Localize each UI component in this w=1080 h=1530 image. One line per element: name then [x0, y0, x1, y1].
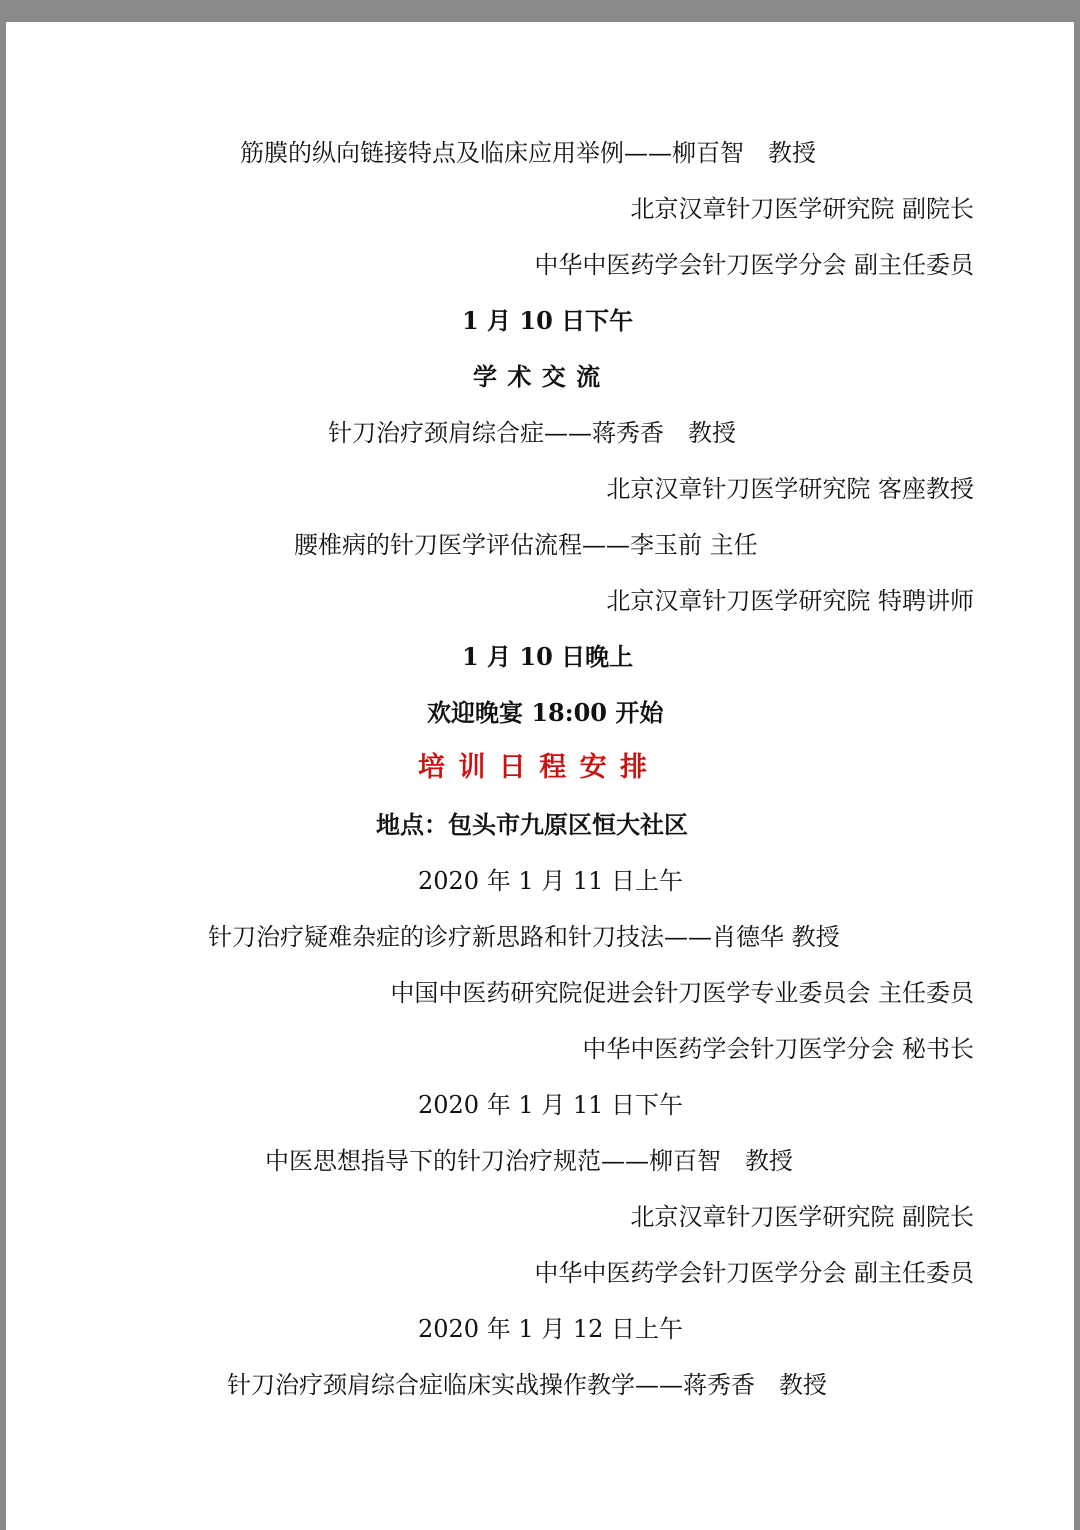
lecture-title: 针刀治疗颈肩综合症——蒋秀香 教授	[328, 419, 736, 447]
session-date: 2020 年 1 月 12 日上午	[418, 1315, 684, 1343]
speaker-affiliation: 北京汉章针刀医学研究院 特聘讲师	[606, 587, 974, 615]
event-note: 欢迎晚宴 18:00 开始	[427, 698, 664, 727]
lecture-title: 针刀治疗疑难杂症的诊疗新思路和针刀技法——肖德华 教授	[208, 923, 840, 951]
document-page	[6, 22, 1074, 1530]
schedule-heading: 培 训 日 程 安 排	[418, 752, 649, 783]
session-date: 2020 年 1 月 11 日上午	[418, 867, 684, 895]
location-line: 地点：包头市九原区恒大社区	[376, 810, 688, 839]
speaker-affiliation: 中华中医药学会针刀医学分会 秘书长	[582, 1035, 974, 1063]
lecture-title: 针刀治疗颈肩综合症临床实战操作教学——蒋秀香 教授	[227, 1371, 827, 1399]
speaker-affiliation: 北京汉章针刀医学研究院 客座教授	[606, 475, 974, 503]
speaker-affiliation: 中华中医药学会针刀医学分会 副主任委员	[534, 1259, 974, 1287]
section-heading: 学 术 交 流	[473, 362, 602, 391]
speaker-affiliation: 中国中医药研究院促进会针刀医学专业委员会 主任委员	[390, 979, 974, 1007]
session-date: 2020 年 1 月 11 日下午	[418, 1091, 684, 1119]
lecture-title: 筋膜的纵向链接特点及临床应用举例——柳百智 教授	[240, 139, 816, 167]
speaker-affiliation: 北京汉章针刀医学研究院 副院长	[630, 1203, 974, 1231]
session-time: 1 月 10 日晚上	[462, 642, 634, 671]
speaker-affiliation: 中华中医药学会针刀医学分会 副主任委员	[534, 251, 974, 279]
speaker-affiliation: 北京汉章针刀医学研究院 副院长	[630, 195, 974, 223]
lecture-title: 中医思想指导下的针刀治疗规范——柳百智 教授	[265, 1147, 793, 1175]
session-time: 1 月 10 日下午	[462, 306, 634, 335]
lecture-title: 腰椎病的针刀医学评估流程——李玉前 主任	[294, 531, 758, 559]
